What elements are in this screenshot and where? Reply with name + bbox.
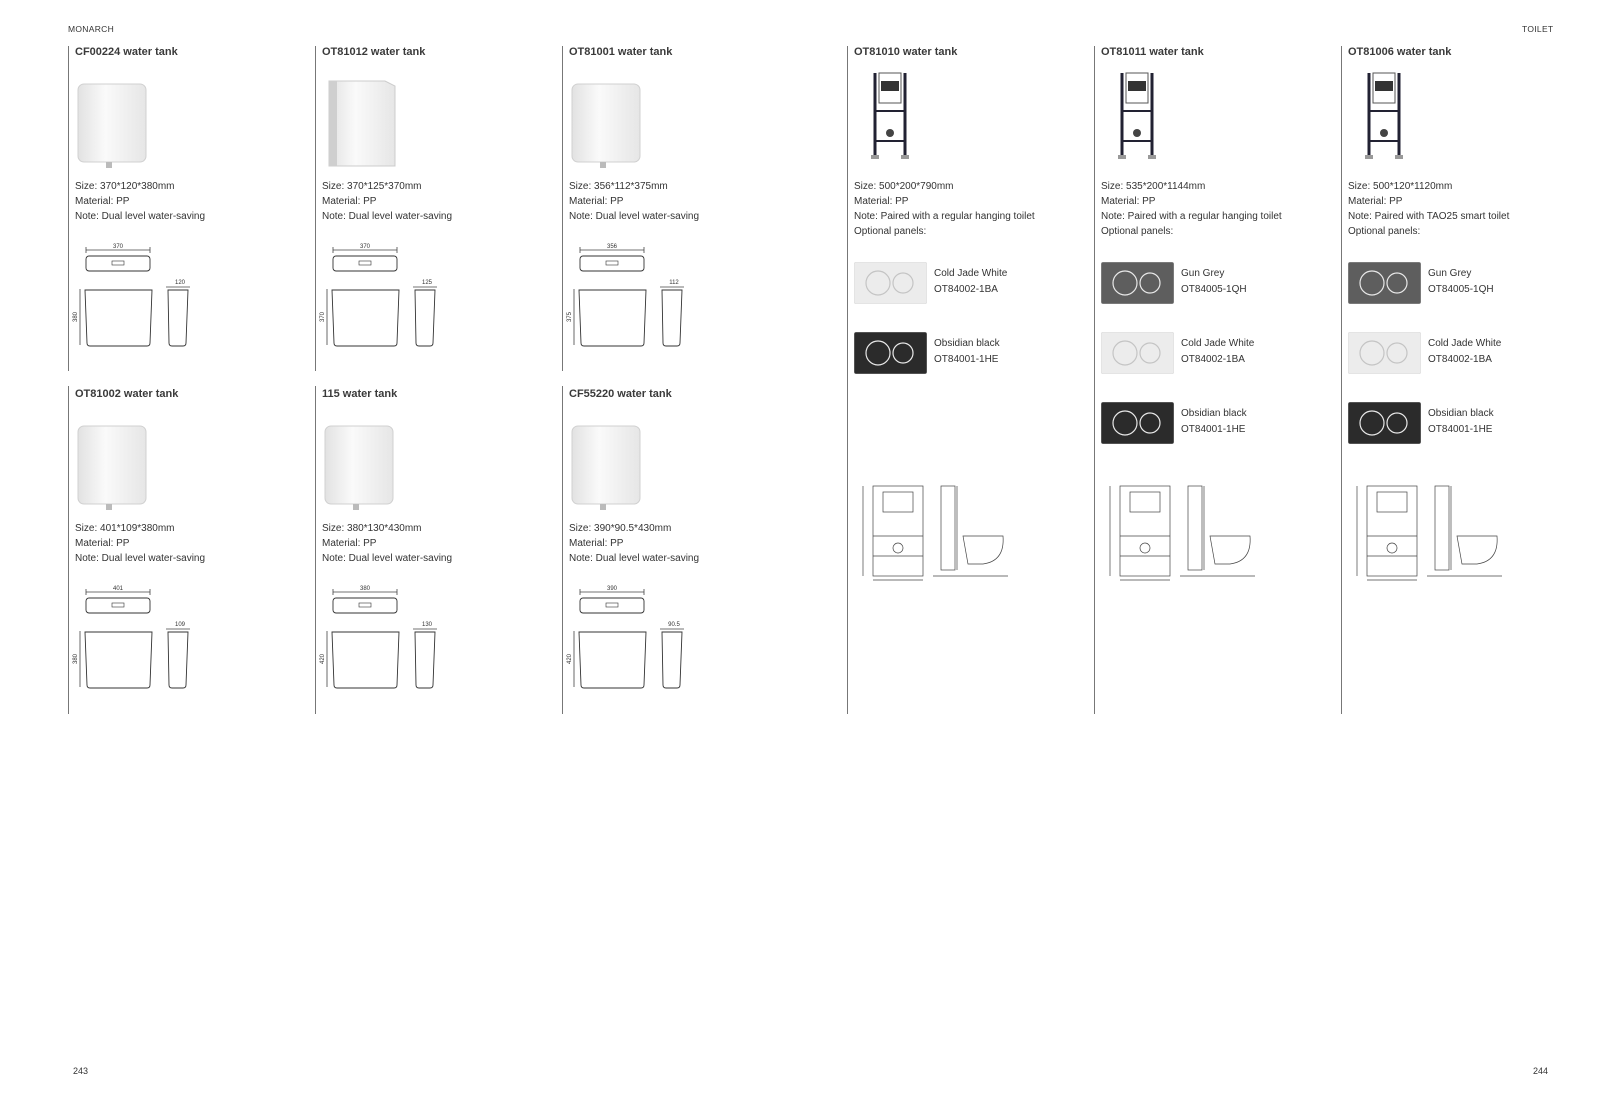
flush-plate-icon [1348, 332, 1421, 374]
size-spec: Size: 380*130*430mm [322, 523, 422, 534]
product-card [315, 388, 555, 708]
width-label: 370 [359, 244, 371, 250]
width-label: 401 [112, 586, 124, 592]
panel-name: Obsidian black [1428, 408, 1494, 419]
size-spec: Size: 535*200*1144mm [1101, 181, 1206, 192]
product-card [562, 46, 802, 366]
product-card [68, 388, 308, 708]
dimension-drawing [315, 584, 455, 704]
depth-label: 112 [669, 280, 679, 286]
flush-panel-option [1101, 402, 1321, 446]
optional-panels-label: Optional panels: [1101, 226, 1174, 237]
depth-label: 130 [421, 622, 433, 628]
material-spec: Material: PP [322, 538, 377, 549]
brand-header: MONARCH [68, 24, 115, 34]
size-spec: Size: 370*120*380mm [75, 181, 175, 192]
material-spec: Material: PP [569, 196, 624, 207]
section-header: TOILET [1522, 24, 1554, 34]
technical-drawing [1347, 476, 1527, 586]
concealed-frame-photo [1355, 71, 1415, 161]
note-spec: Note: Dual level water-saving [75, 553, 206, 564]
width-label: 380 [359, 586, 371, 592]
product-title: OT81012 water tank [322, 46, 426, 58]
product-title: OT81011 water tank [1101, 46, 1204, 58]
depth-label: 120 [174, 280, 186, 286]
note-spec: Note: Paired with a regular hanging toilet [1101, 211, 1282, 222]
optional-panels-label: Optional panels: [1348, 226, 1421, 237]
depth-label: 125 [421, 280, 433, 286]
product-card [1094, 46, 1334, 646]
size-spec: Size: 401*109*380mm [75, 523, 175, 534]
technical-drawing [1100, 476, 1280, 586]
material-spec: Material: PP [75, 538, 130, 549]
page-number-right: 244 [1533, 1066, 1549, 1076]
flush-plate-icon [1101, 332, 1174, 374]
panel-code: OT84005-1QH [1428, 284, 1494, 295]
flush-plate-icon [854, 332, 927, 374]
product-card [562, 388, 802, 708]
height-label: 370 [320, 311, 326, 323]
flush-panel-option [1101, 332, 1321, 376]
size-spec: Size: 500*200*790mm [854, 181, 954, 192]
material-spec: Material: PP [854, 196, 909, 207]
panel-name: Cold Jade White [1428, 338, 1502, 349]
flush-plate-icon [1348, 402, 1421, 444]
flush-panel-option [854, 332, 1074, 376]
material-spec: Material: PP [75, 196, 130, 207]
material-spec: Material: PP [322, 196, 377, 207]
water-tank-photo [68, 46, 158, 171]
concealed-frame-photo [861, 71, 921, 161]
water-tank-photo [562, 46, 652, 171]
note-spec: Note: Dual level water-saving [322, 211, 453, 222]
dimension-drawing [68, 584, 208, 704]
product-card [1341, 46, 1581, 646]
water-tank-photo [68, 388, 158, 513]
note-spec: Note: Dual level water-saving [569, 211, 700, 222]
note-spec: Note: Dual level water-saving [569, 553, 700, 564]
height-label: 380 [73, 653, 79, 665]
product-title: OT81001 water tank [569, 46, 673, 58]
depth-label: 109 [174, 622, 186, 628]
technical-drawing [853, 476, 1033, 586]
product-card [315, 46, 555, 366]
product-card [847, 46, 1087, 646]
dimension-drawing [562, 242, 702, 362]
flush-plate-icon [1348, 262, 1421, 304]
dimension-drawing [315, 242, 455, 362]
panel-name: Obsidian black [934, 338, 1000, 349]
panel-code: OT84001-1HE [1181, 424, 1246, 435]
height-label: 420 [567, 653, 573, 665]
flush-panel-option [1348, 332, 1568, 376]
panel-name: Gun Grey [1428, 268, 1472, 279]
flush-plate-icon [1101, 402, 1174, 444]
product-title: OT81010 water tank [854, 46, 958, 58]
note-spec: Note: Dual level water-saving [75, 211, 206, 222]
panel-code: OT84002-1BA [1428, 354, 1492, 365]
flush-panel-option [1348, 402, 1568, 446]
material-spec: Material: PP [1348, 196, 1403, 207]
product-title: OT81006 water tank [1348, 46, 1452, 58]
flush-panel-option [854, 262, 1074, 306]
size-spec: Size: 370*125*370mm [322, 181, 422, 192]
panel-code: OT84002-1BA [1181, 354, 1245, 365]
panel-name: Cold Jade White [934, 268, 1008, 279]
panel-code: OT84001-1HE [934, 354, 999, 365]
water-tank-photo [315, 46, 405, 171]
panel-name: Cold Jade White [1181, 338, 1255, 349]
depth-label: 90.5 [668, 622, 680, 628]
width-label: 390 [606, 586, 618, 592]
product-title: OT81002 water tank [75, 388, 179, 400]
flush-panel-option [1101, 262, 1321, 306]
water-tank-photo [315, 388, 405, 513]
product-card [68, 46, 308, 366]
product-title: CF55220 water tank [569, 388, 672, 400]
size-spec: Size: 390*90.5*430mm [569, 523, 672, 534]
page-number-left: 243 [73, 1066, 89, 1076]
material-spec: Material: PP [569, 538, 624, 549]
water-tank-photo [562, 388, 652, 513]
note-spec: Note: Paired with a regular hanging toilet [854, 211, 1035, 222]
note-spec: Note: Dual level water-saving [322, 553, 453, 564]
size-spec: Size: 356*112*375mm [569, 181, 668, 192]
height-label: 420 [320, 653, 326, 665]
flush-panel-option [1348, 262, 1568, 306]
height-label: 375 [567, 311, 573, 323]
width-label: 370 [112, 244, 124, 250]
panel-code: OT84005-1QH [1181, 284, 1247, 295]
material-spec: Material: PP [1101, 196, 1156, 207]
panel-name: Gun Grey [1181, 268, 1225, 279]
panel-code: OT84002-1BA [934, 284, 998, 295]
flush-plate-icon [854, 262, 927, 304]
height-label: 380 [73, 311, 79, 323]
optional-panels-label: Optional panels: [854, 226, 927, 237]
panel-name: Obsidian black [1181, 408, 1247, 419]
size-spec: Size: 500*120*1120mm [1348, 181, 1453, 192]
product-title: CF00224 water tank [75, 46, 178, 58]
width-label: 356 [606, 244, 618, 250]
note-spec: Note: Paired with TAO25 smart toilet [1348, 211, 1510, 222]
dimension-drawing [68, 242, 208, 362]
concealed-frame-photo [1108, 71, 1168, 161]
panel-code: OT84001-1HE [1428, 424, 1493, 435]
flush-plate-icon [1101, 262, 1174, 304]
product-title: 115 water tank [322, 388, 398, 400]
dimension-drawing [562, 584, 702, 704]
